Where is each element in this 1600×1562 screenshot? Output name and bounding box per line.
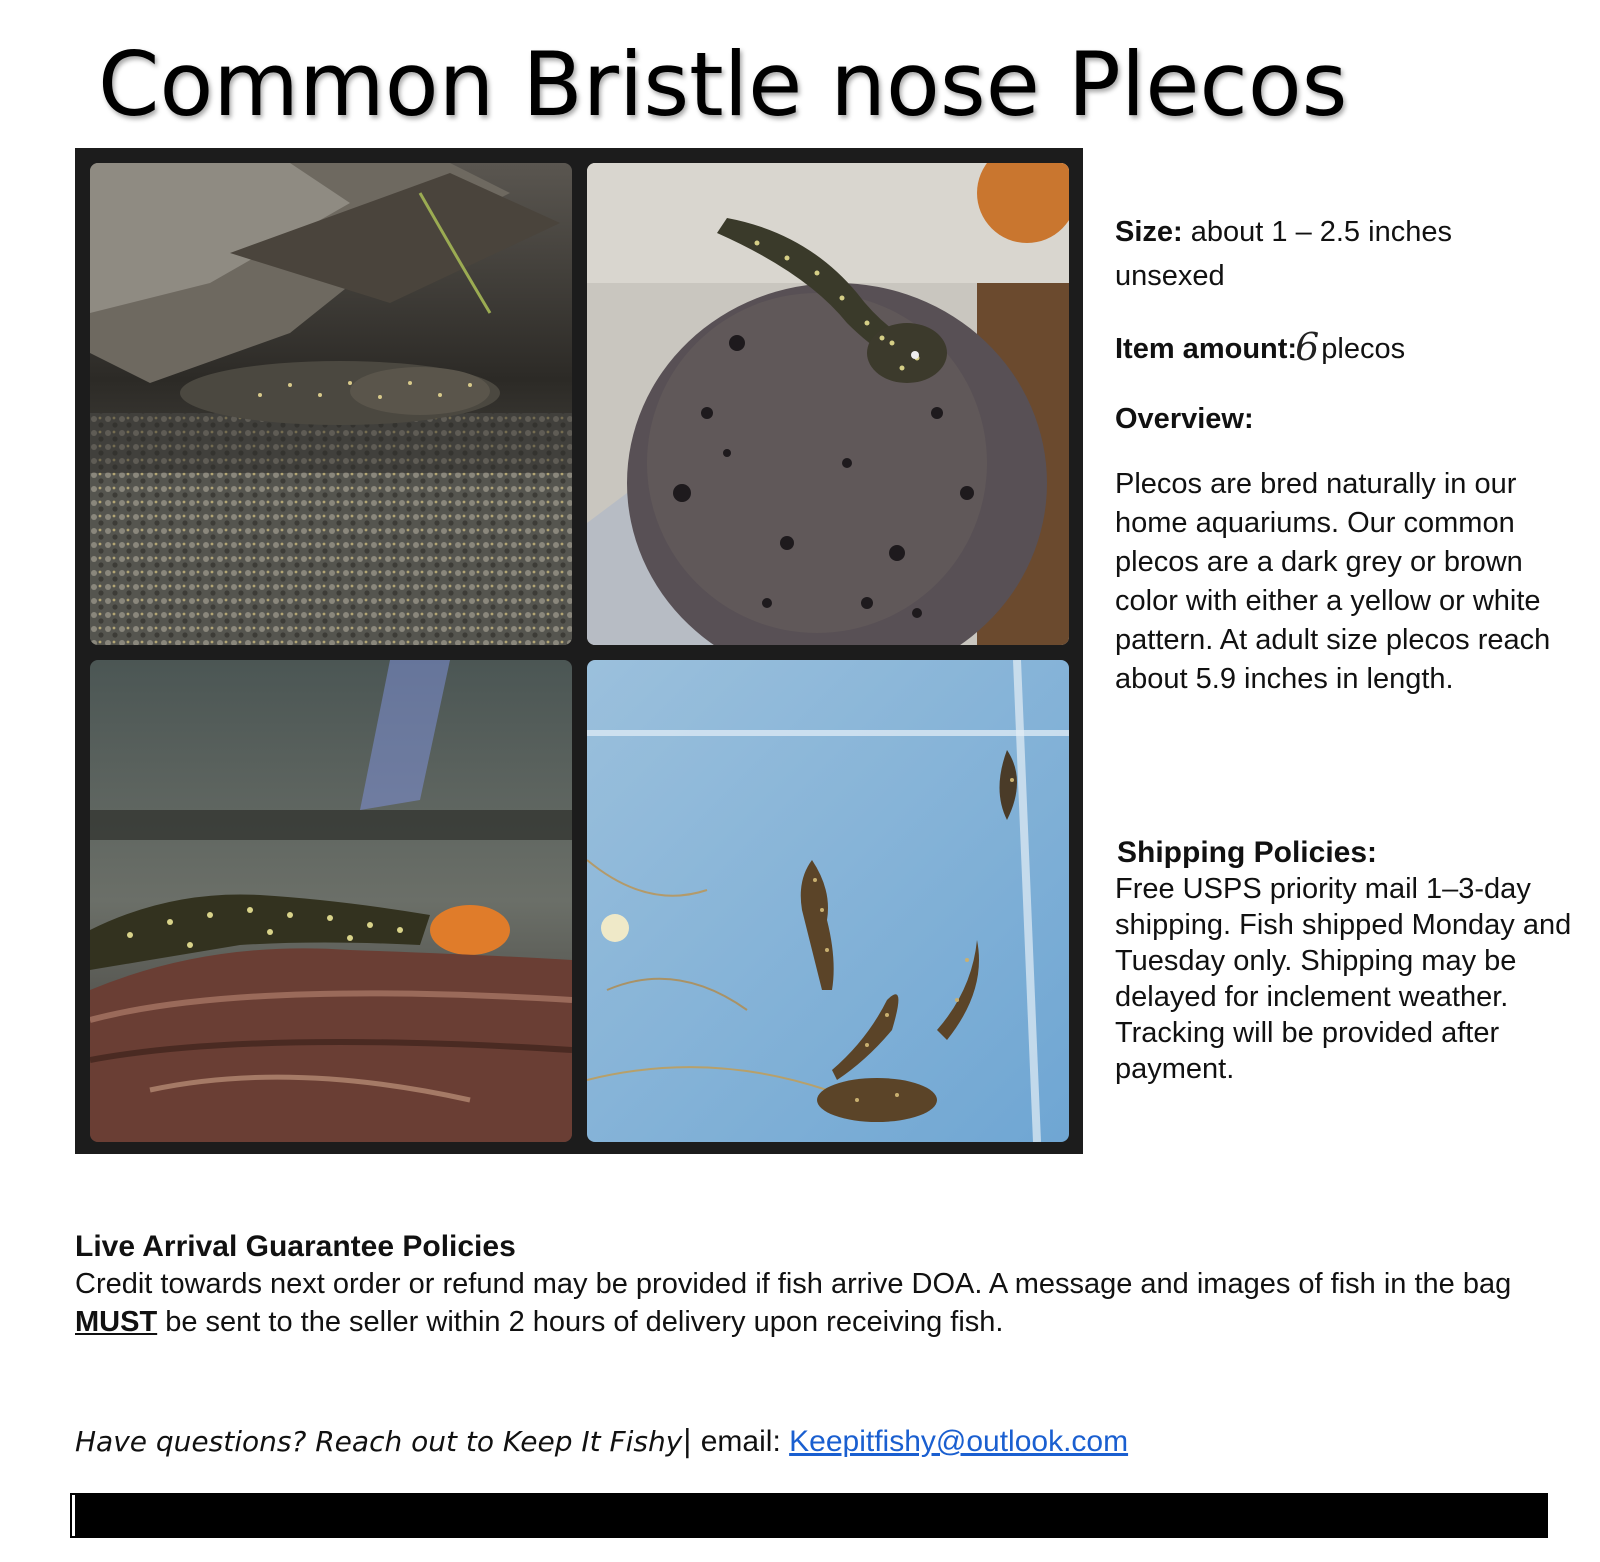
- contact-line: [75, 1422, 1128, 1462]
- email-label: email:: [700, 1425, 781, 1458]
- contact-question: Have questions? Reach out to Keep It Fishy: [75, 1425, 683, 1458]
- pleco-on-spotted-stone-photo: [587, 163, 1069, 645]
- guarantee-text-after: be sent to the seller within 2 hours of delivery upon receiving fish.: [165, 1306, 1004, 1338]
- shipping-text: Free USPS priority mail 1–3-day shipping. Fish shipped Monday and Tuesday only. Shipping may be delayed for inclement weather. Tracking will be provided after payment.: [1115, 873, 1572, 1085]
- amount-label: Item amount:: [1115, 333, 1298, 365]
- email-link[interactable]: Keepitfishy@outlook.com: [789, 1425, 1129, 1458]
- overview-heading: Overview:: [1115, 403, 1254, 435]
- page-title: Common Bristle nose Plecos: [98, 33, 1348, 136]
- amount-unit: plecos: [1321, 333, 1406, 365]
- must-emphasis: MUST: [75, 1306, 158, 1338]
- photo-gallery: [75, 148, 1083, 1154]
- footer-bar: [70, 1493, 1548, 1538]
- shipping-heading: Shipping Policies:: [1117, 836, 1378, 869]
- size-value: about 1 – 2.5 inches unsexed: [1115, 216, 1452, 292]
- item-amount: [1115, 327, 1405, 371]
- guarantee-heading: Live Arrival Guarantee Policies: [75, 1230, 516, 1263]
- footer-bar-edge: [72, 1495, 75, 1536]
- size-info: [1115, 210, 1560, 298]
- guarantee-text: [75, 1265, 1575, 1341]
- contact-separator: |: [682, 1424, 693, 1459]
- guarantee-text-before: Credit towards next order or refund may be provided if fish arrive DOA. A message and images of fish in the bag: [75, 1268, 1512, 1300]
- pleco-on-driftwood-photo: [90, 660, 572, 1142]
- plecos-in-bag-photo: [587, 660, 1069, 1142]
- size-label: Size:: [1115, 216, 1183, 248]
- pleco-under-rock-photo: [90, 163, 572, 645]
- overview-text: Plecos are bred naturally in our home aquariums. Our common plecos are a dark grey or brown color with either a yellow or white pattern. At adult size plecos reach about 5.9 inches in length.: [1115, 468, 1551, 695]
- amount-number: 6: [1295, 325, 1320, 369]
